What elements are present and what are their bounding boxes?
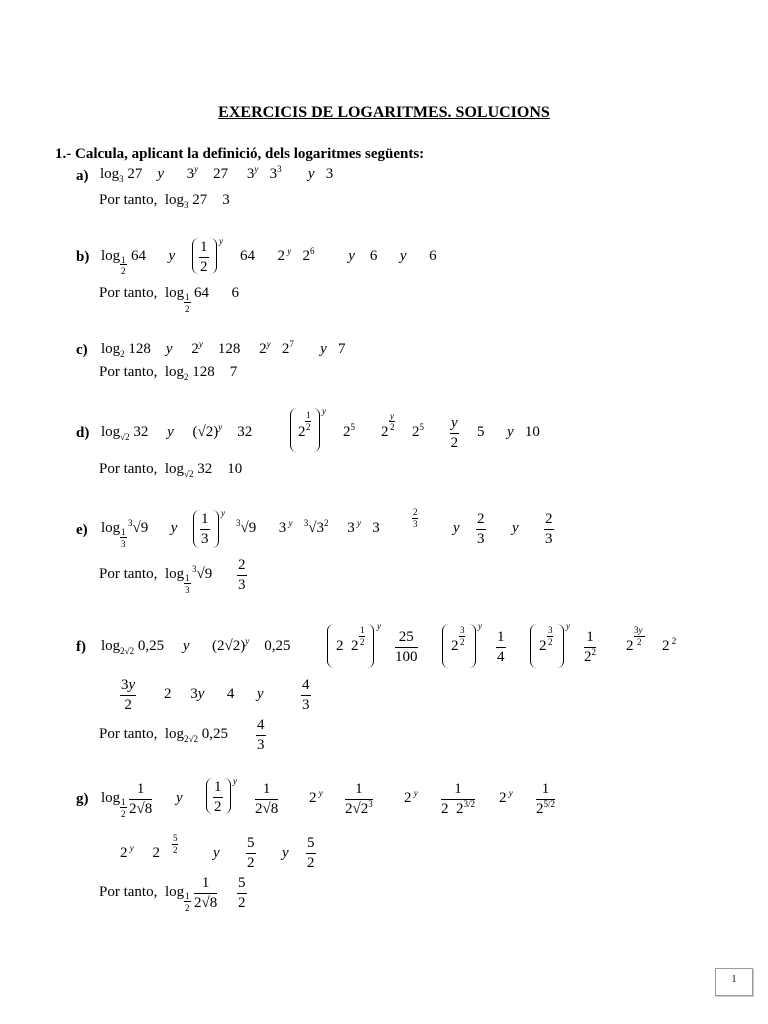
por-tanto-b: Por tanto,: [99, 285, 158, 301]
page-title: EXERCICIS DE LOGARITMES. SOLUCIONS: [218, 104, 550, 121]
label-g: g): [76, 791, 89, 807]
por-tanto-g: Por tanto,: [99, 884, 158, 900]
eq-c: $\log_2 128$ y 2$^y$ 128 2$^y$ $2^7$ y 7: [101, 339, 346, 359]
por-tanto-c: Por tanto, $\log_2 128$ 7: [99, 364, 238, 382]
por-tanto-f: Por tanto, $\log_{2√2} 0,25$: [99, 726, 228, 744]
label-d: d): [76, 425, 90, 441]
question-1: 1.- Calcula, aplicant la definició, dels logaritmes següents:: [55, 146, 425, 162]
eq-d: $\log_{√2} 32$ y $(√2)^y$ 32: [101, 422, 253, 442]
label-c: c): [76, 342, 88, 358]
eq-a: $\log_3 27$ y 3$^y$ 27 3$^y$ $3^3$ y 3: [100, 164, 334, 184]
label-e: e): [76, 522, 88, 538]
label-f: f): [76, 639, 86, 655]
log-b: log: [101, 248, 121, 264]
label-b: b): [76, 249, 90, 265]
por-tanto-a: Por tanto, $\log_3 27$ 3: [99, 192, 230, 210]
por-tanto-e: Por tanto,: [99, 566, 158, 582]
por-tanto-d: Por tanto, $\log_{√2} 32$ 10: [99, 461, 243, 479]
page-number: 1: [715, 968, 753, 996]
label-a: a): [76, 168, 89, 184]
